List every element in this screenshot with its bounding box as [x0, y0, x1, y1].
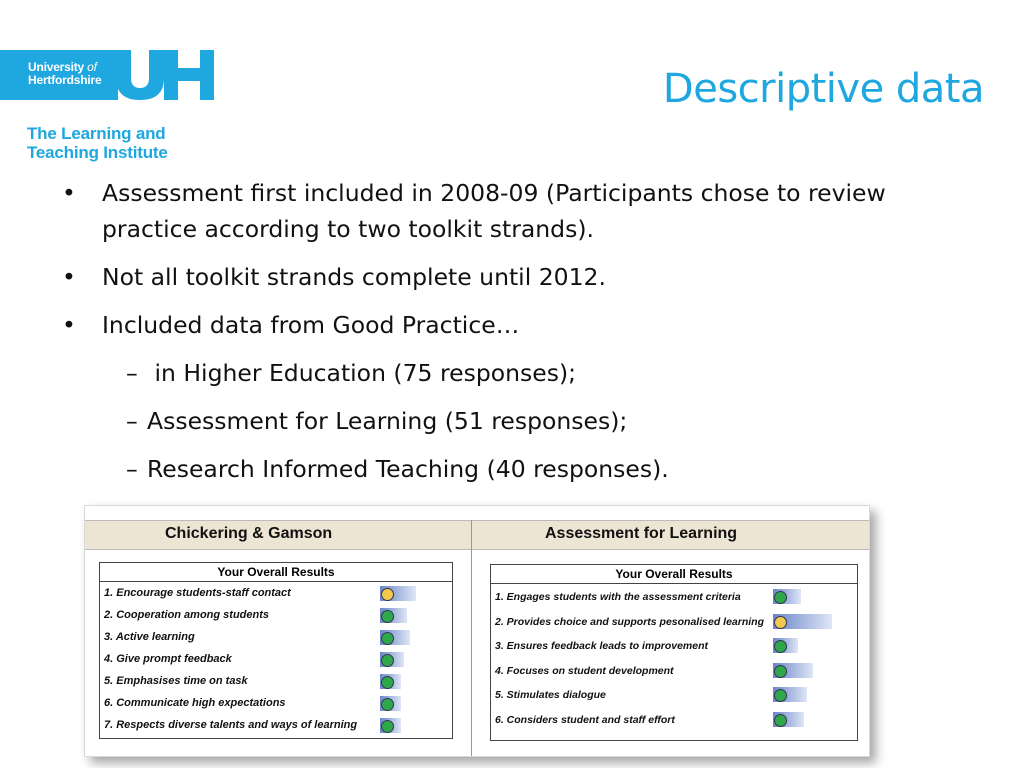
bullet-item: [60, 259, 960, 295]
university-name: [28, 61, 101, 87]
dash-glyph: –: [126, 407, 138, 435]
results-image: [84, 505, 870, 757]
result-row: [491, 658, 857, 683]
column-divider: [471, 520, 472, 756]
result-label: 4. Focuses on student development: [495, 664, 674, 677]
sub-bullet-item: [60, 451, 960, 487]
result-row: [100, 692, 452, 714]
dash-glyph: –: [126, 359, 138, 387]
result-label: 6. Considers student and staff effort: [495, 713, 675, 726]
panel-title: Your Overall Results: [100, 563, 452, 582]
result-row: [100, 670, 452, 692]
bullet-text: Not all toolkit strands complete until 2012.: [102, 263, 606, 291]
result-label: 4. Give prompt feedback: [104, 653, 232, 665]
bullet-item: [60, 307, 960, 343]
result-row: [100, 582, 452, 604]
uh-logo-u-icon: [116, 50, 166, 100]
university-line1: University: [28, 60, 85, 74]
uh-logo-h-icon: [164, 50, 216, 100]
bullet-glyph: •: [62, 311, 76, 339]
result-row: [491, 584, 857, 609]
status-dot-icon: [381, 632, 394, 645]
left-column-header: Chickering & Gamson: [165, 525, 333, 542]
left-results-panel: [99, 562, 453, 739]
status-dot-icon: [381, 720, 394, 733]
sub-bullet-text: Assessment for Learning (51 responses);: [147, 407, 628, 435]
result-row: [491, 707, 857, 732]
result-label: 7. Respects diverse talents and ways of learning: [104, 719, 358, 731]
bullet-text: Assessment first included in 2008-09 (Participants chose to review practice according to two toolkit strands).: [102, 179, 886, 243]
result-label: 2. Provides choice and supports pesonalised learning: [495, 615, 764, 628]
panel-title: Your Overall Results: [491, 565, 857, 584]
result-label: 1. Engages students with the assessment criteria: [495, 591, 741, 603]
result-row: [491, 682, 857, 707]
results-header-row: [85, 520, 869, 550]
result-row: [491, 609, 857, 634]
university-logo-block: [0, 50, 118, 100]
status-dot-icon: [381, 676, 394, 689]
sub-bullet-item: [60, 355, 960, 391]
right-column-header: Assessment for Learning: [545, 525, 738, 542]
right-results-rows: [491, 584, 857, 732]
result-label: 1. Encourage students-staff contact: [104, 587, 291, 599]
status-dot-icon: [381, 654, 394, 667]
sub-bullet-item: [60, 403, 960, 439]
status-dot-icon: [381, 610, 394, 623]
bullet-glyph: •: [62, 179, 76, 207]
result-label: 3. Active learning: [104, 631, 195, 643]
result-label: 5. Stimulates dialogue: [495, 689, 606, 702]
institute-line2: Teaching Institute: [27, 143, 168, 162]
university-line2: Hertfordshire: [28, 73, 102, 87]
left-results-rows: [100, 582, 452, 736]
status-dot-icon: [774, 616, 787, 629]
result-label: 5. Emphasises time on task: [104, 675, 248, 687]
status-dot-icon: [381, 588, 394, 601]
sub-bullet-text: in Higher Education (75 responses);: [147, 359, 577, 387]
slide-title: Descriptive data: [662, 66, 984, 112]
result-label: 3. Ensures feedback leads to improvement: [495, 640, 708, 653]
result-row: [100, 604, 452, 626]
result-row: [100, 648, 452, 670]
sub-bullet-text: Research Informed Teaching (40 responses).: [147, 455, 669, 483]
result-label: 6. Communicate high expectations: [104, 697, 286, 709]
result-row: [100, 626, 452, 648]
result-row: [100, 714, 452, 736]
status-dot-icon: [774, 591, 787, 604]
result-row: [491, 633, 857, 658]
institute-line1: The Learning and: [27, 124, 166, 143]
institute-name: [27, 124, 168, 162]
status-dot-icon: [774, 665, 787, 678]
status-dot-icon: [774, 714, 787, 727]
university-of: of: [87, 60, 97, 74]
bullet-text: Included data from Good Practice…: [102, 311, 520, 339]
bullet-list: [60, 175, 960, 499]
bullet-glyph: •: [62, 263, 76, 291]
status-dot-icon: [381, 698, 394, 711]
bullet-item: [60, 175, 960, 247]
dash-glyph: –: [126, 455, 138, 483]
result-label: 2. Cooperation among students: [104, 609, 270, 621]
right-results-panel: [490, 564, 858, 741]
